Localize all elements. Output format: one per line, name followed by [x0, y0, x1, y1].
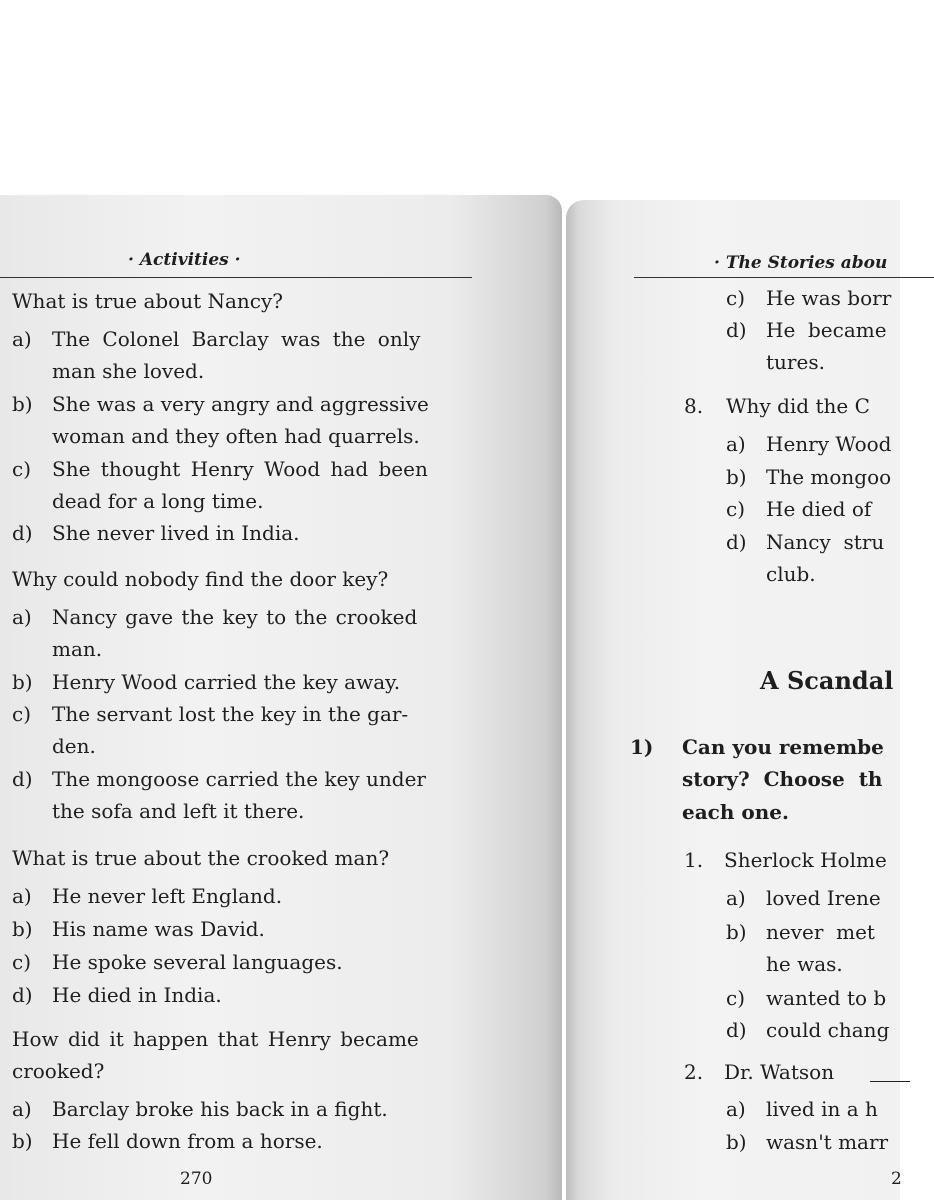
option-marker: a)	[12, 884, 32, 908]
option-text: The servant lost the key in the gar-	[52, 702, 409, 726]
option-marker: d)	[12, 521, 33, 545]
left-page	[0, 195, 562, 1200]
question-stem: crooked?	[12, 1059, 105, 1083]
option-text: His name was David.	[52, 917, 265, 941]
option-text: He died of	[766, 497, 872, 521]
option-text: She never lived in India.	[52, 521, 300, 545]
option-text: man she loved.	[52, 359, 205, 383]
option-text: Henry Wood	[766, 432, 892, 456]
option-marker: b)	[12, 917, 33, 941]
option-text: man.	[52, 637, 103, 661]
running-head: · Activities ·	[128, 250, 241, 270]
option-marker: c)	[12, 702, 32, 726]
option-text: Nancy stru	[766, 530, 885, 554]
section-title: A Scandal	[760, 666, 894, 695]
header-rule	[0, 277, 472, 278]
option-text: Barclay broke his back in a fight.	[52, 1097, 388, 1121]
option-text: lived in a h	[766, 1097, 878, 1121]
option-marker: d)	[12, 767, 33, 791]
option-text: He became	[766, 318, 887, 342]
exercise-number: 1)	[630, 735, 654, 759]
option-marker: a)	[12, 605, 32, 629]
option-marker: b)	[726, 465, 747, 489]
option-marker: c)	[726, 497, 746, 521]
option-marker: b)	[12, 670, 33, 694]
option-marker: b)	[726, 920, 747, 944]
option-text: never met	[766, 920, 875, 944]
exercise-instruction: Can you remembe	[682, 735, 884, 759]
option-marker: d)	[726, 1018, 747, 1042]
option-marker: a)	[12, 1097, 32, 1121]
option-text: wanted to b	[766, 986, 887, 1010]
option-text: loved Irene	[766, 886, 881, 910]
option-text: woman and they often had quarrels.	[52, 424, 420, 448]
option-text: He died in India.	[52, 983, 222, 1007]
option-marker: a)	[12, 327, 32, 351]
option-marker: b)	[12, 1129, 33, 1153]
option-text: could chang	[766, 1018, 890, 1042]
option-marker: d)	[12, 983, 33, 1007]
option-marker: d)	[726, 318, 747, 342]
option-text: He never left England.	[52, 884, 283, 908]
question-stem: What is true about the crooked man?	[12, 846, 390, 870]
question-stem: Why could nobody find the door key?	[12, 567, 389, 591]
option-marker: c)	[726, 286, 746, 310]
header-rule	[634, 277, 934, 278]
exercise-instruction: each one.	[682, 800, 789, 824]
option-marker: b)	[12, 392, 33, 416]
option-marker: d)	[726, 530, 747, 554]
question-stem: Sherlock Holme	[724, 848, 887, 872]
option-text: wasn't marr	[766, 1130, 889, 1154]
option-marker: c)	[12, 457, 32, 481]
option-text: dead for a long time.	[52, 489, 264, 513]
question-stem: Dr. Watson	[724, 1060, 835, 1084]
option-text: The mongoo	[766, 465, 892, 489]
option-text: Henry Wood carried the key away.	[52, 670, 401, 694]
answer-blank	[870, 1081, 910, 1082]
question-number: 2.	[684, 1060, 704, 1084]
option-text: the sofa and left it there.	[52, 799, 305, 823]
option-marker: a)	[726, 1097, 746, 1121]
page-number: 2	[891, 1169, 902, 1189]
option-text: She was a very angry and aggressive	[52, 392, 429, 416]
question-stem: How did it happen that Henry became	[12, 1027, 419, 1051]
option-marker: c)	[12, 950, 32, 974]
option-text: club.	[766, 562, 816, 586]
option-marker: a)	[726, 432, 746, 456]
option-marker: a)	[726, 886, 746, 910]
page-number: 270	[180, 1169, 213, 1189]
option-text: He fell down from a horse.	[52, 1129, 323, 1153]
exercise-instruction: story? Choose th	[682, 767, 883, 791]
option-text: She thought Henry Wood had been	[52, 457, 428, 481]
option-text: He spoke several languages.	[52, 950, 343, 974]
question-number: 8.	[684, 394, 704, 418]
running-head: · The Stories abou	[714, 253, 888, 273]
option-text: Nancy gave the key to the crooked	[52, 605, 418, 629]
option-text: den.	[52, 734, 96, 758]
option-marker: b)	[726, 1130, 747, 1154]
option-text: The mongoose carried the key under	[52, 767, 426, 791]
option-marker: c)	[726, 986, 746, 1010]
right-page	[566, 200, 900, 1200]
option-text: The Colonel Barclay was the only	[52, 327, 421, 351]
question-stem: Why did the C	[726, 394, 870, 418]
question-stem: What is true about Nancy?	[12, 289, 284, 313]
option-text: tures.	[766, 350, 825, 374]
option-text: he was.	[766, 952, 843, 976]
option-text: He was borr	[766, 286, 892, 310]
question-number: 1.	[684, 848, 704, 872]
